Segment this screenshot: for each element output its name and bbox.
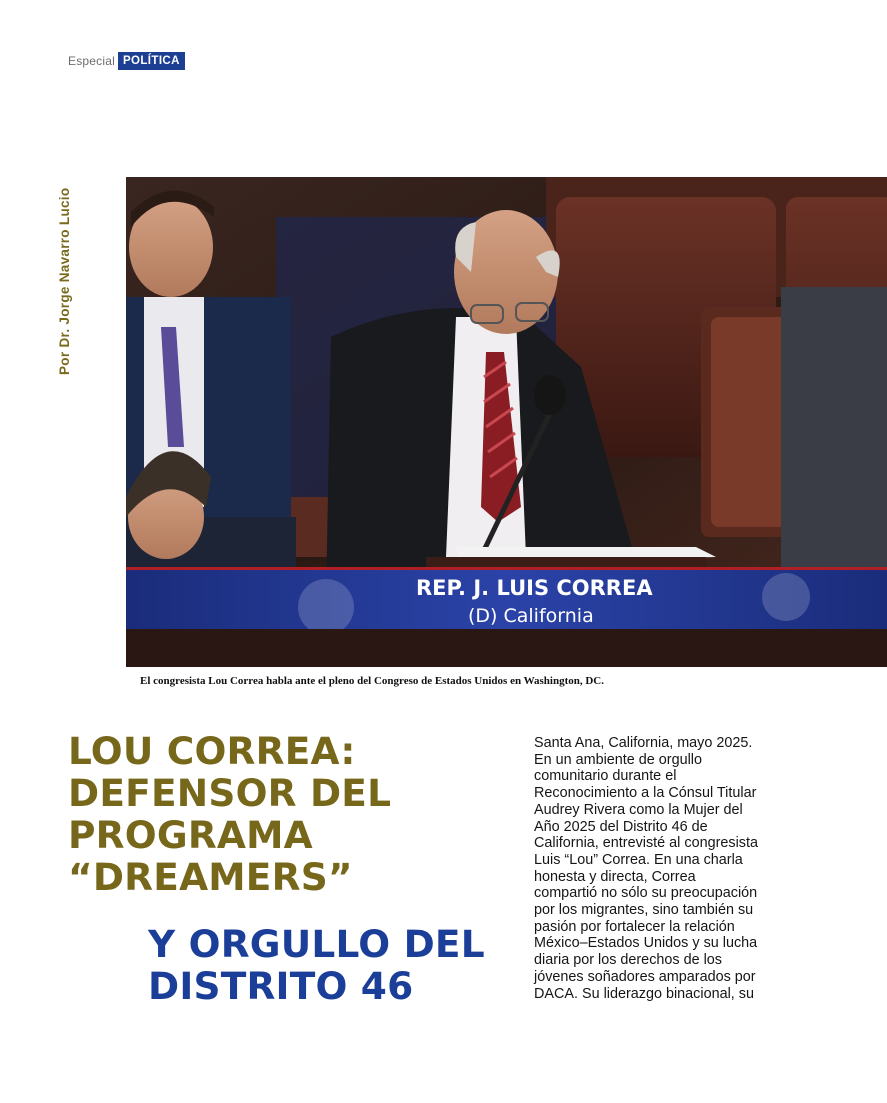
section-label: POLÍTICA [118,52,185,70]
body-line: diaria por los derechos de los [534,952,722,969]
subheadline [148,923,485,1007]
body-line: DACA. Su liderazgo binacional, su [534,985,754,1002]
chyron-party: (D) California [468,605,594,627]
body-line: México–Estados Unidos y su lucha [534,935,758,952]
body-line: pasión por fortalecer la relación [534,918,735,935]
headline-line: LOU CORREA: [68,729,356,773]
chyron-name: REP. J. LUIS CORREA [416,576,653,600]
body-line: compartió no sólo su preocupación [534,885,758,902]
body-line: Reconocimiento a la Cónsul Titular [534,785,757,802]
subheadline-line: DISTRITO 46 [148,964,414,1008]
photo-caption: El congresista Lou Correa habla ante el pleno del Congreso de Estados Unidos en Washington, DC. [140,675,604,687]
body-line: California, entrevisté al congresista [534,835,758,852]
body-line: Santa Ana, California, mayo 2025. [534,735,753,751]
article-photo [126,177,887,667]
section-prefix: Especial [68,54,115,68]
body-line: comunitario durante el [534,768,677,785]
article-body [534,735,766,1002]
headline [68,730,391,898]
body-line: Luis “Lou” Correa. En una charla [534,851,743,868]
section-tag [68,52,185,70]
headline-line: DEFENSOR DEL [68,771,392,815]
subheadline-line: Y ORGULLO DEL [148,922,485,966]
body-line: por los migrantes, sino también su [534,902,754,919]
body-line: Audrey Rivera como la Mujer del [534,801,743,818]
headline-line: “DREAMERS” [68,855,353,899]
body-line: Año 2025 del Distrito 46 de [534,818,708,835]
body-line: En un ambiente de orgullo [534,751,703,768]
body-line: honesta y directa, Correa [534,868,696,885]
byline: Por Dr. Jorge Navarro Lucio [57,187,72,375]
body-line: jóvenes soñadores amparados por [534,968,756,985]
headline-line: PROGRAMA [68,813,313,857]
